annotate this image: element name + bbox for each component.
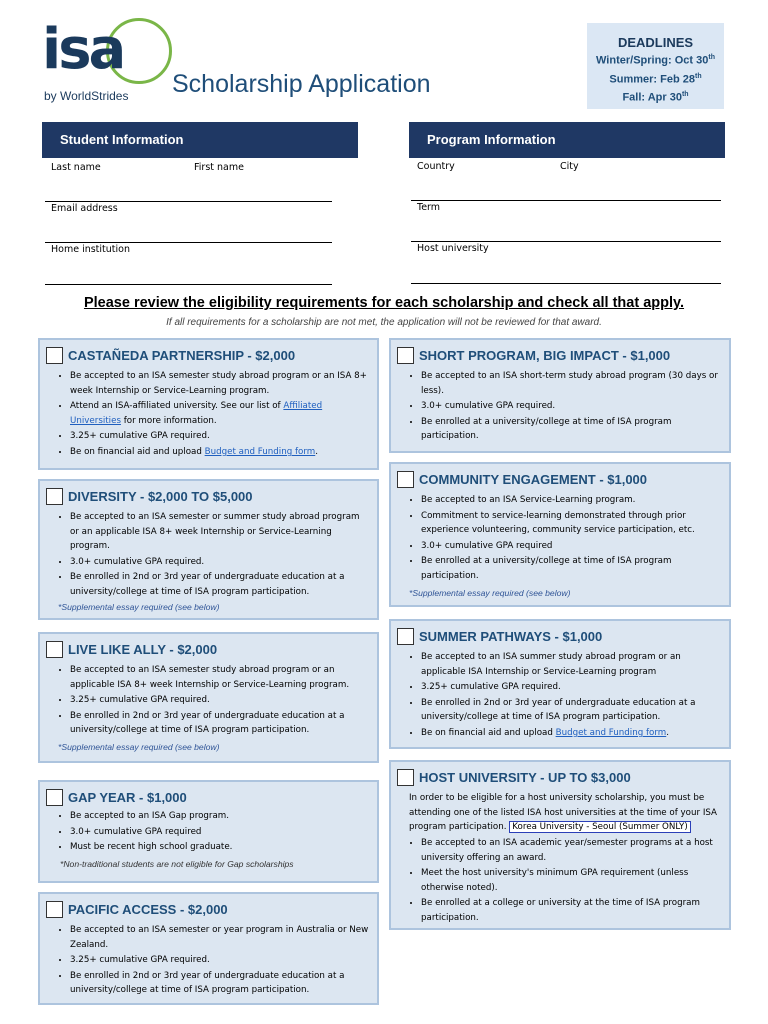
- country-label: Country: [417, 161, 455, 172]
- home-institution-label: Home institution: [51, 244, 130, 255]
- list-item: • Be on financial aid and upload Budget and Funding form.: [421, 726, 721, 741]
- eligibility-notice: Please review the eligibility requirements for each scholarship and check all that apply.: [83, 295, 685, 311]
- list-item: • 3.25+ cumulative GPA required.: [421, 680, 721, 695]
- list-item: • Must be recent high school graduate.: [70, 840, 369, 855]
- list-item: • Meet the host university's minimum GPA requirement (unless otherwise noted).: [421, 866, 721, 895]
- list-item: • Commitment to service-learning demonstrated through prior experience volunteering, community service participation, etc.: [421, 509, 721, 538]
- deadlines-heading: DEADLINES: [617, 35, 694, 50]
- student-info-heading: Student Information: [42, 122, 358, 158]
- list-item: • Be on financial aid and upload Budget and Funding form.: [70, 445, 369, 460]
- list-item: • Be enrolled at a university/college at time of ISA program participation.: [421, 415, 721, 444]
- list-item: • Be accepted to an ISA Service-Learning program.: [421, 493, 721, 508]
- scholarship-castaneda: [38, 338, 379, 470]
- community-checkbox[interactable]: [397, 471, 414, 488]
- summer-requirements: [405, 650, 721, 742]
- pacific-title: PACIFIC ACCESS - $2,000: [68, 902, 228, 917]
- list-item: • Be accepted to an ISA summer study abroad program or an applicable ISA Internship or Service-Learning program: [421, 650, 721, 679]
- list-item: • Be accepted to an ISA semester or year program in Australia or New Zealand.: [70, 923, 369, 952]
- email-field[interactable]: [45, 242, 332, 243]
- program-info-heading: Program Information: [409, 122, 725, 158]
- diversity-requirements: [54, 510, 369, 601]
- short-checkbox[interactable]: [397, 347, 414, 364]
- community-title: COMMUNITY ENGAGEMENT - $1,000: [419, 472, 648, 487]
- list-item: • Be accepted to an ISA short-term study abroad program (30 days or less).: [421, 369, 721, 398]
- host-intro: In order to be eligible for a host university scholarship, you must be attending one of the listed ISA host universities at the time of your ISA program participation. Korea University - Seoul (Summer ONLY): [409, 793, 718, 833]
- host-title: HOST UNIVERSITY - UP TO $3,000: [419, 770, 631, 785]
- list-item: • Be accepted to an ISA semester or summer study abroad program or an applicable ISA 8+ week Internship or Service-Learning program.: [70, 510, 369, 554]
- deadline-winter: Winter/Spring: Oct 30th: [596, 54, 715, 67]
- scholarship-pacific-access: [38, 892, 379, 1005]
- list-item: • 3.0+ cumulative GPA required.: [421, 399, 721, 414]
- term-label: Term: [417, 202, 441, 213]
- gap-requirements: [54, 809, 369, 856]
- diversity-checkbox[interactable]: [46, 488, 63, 505]
- list-item: • Be accepted to an ISA academic year/semester programs at a host university offering an award.: [421, 836, 721, 865]
- pacific-checkbox[interactable]: [46, 901, 63, 918]
- term-field[interactable]: [411, 241, 721, 242]
- community-note: *Supplemental essay required (see below): [409, 588, 571, 598]
- short-title: SHORT PROGRAM, BIG IMPACT - $1,000: [419, 348, 671, 363]
- list-item: • Be enrolled at a college or university at the time of ISA program participation.: [421, 896, 721, 925]
- gap-note: *Non-traditional students are not eligible for Gap scholarships: [60, 859, 294, 869]
- summer-checkbox[interactable]: [397, 628, 414, 645]
- first-name-label: First name: [194, 162, 244, 173]
- list-item: • Be enrolled in 2nd or 3rd year of undergraduate education at a university/college at time of ISA program participation.: [70, 570, 369, 599]
- scholarship-live-like-ally: [38, 632, 379, 763]
- list-item: • Be enrolled at a university/college at time of ISA program participation.: [421, 554, 721, 583]
- page-title: Scholarship Application: [172, 70, 431, 98]
- list-item: • Be accepted to an ISA semester study abroad program or an ISA 8+ week Internship or Service-Learning program.: [70, 369, 369, 398]
- ally-requirements: [54, 663, 369, 739]
- ally-checkbox[interactable]: [46, 641, 63, 658]
- gap-checkbox[interactable]: [46, 789, 63, 806]
- diversity-title: DIVERSITY - $2,000 TO $5,000: [68, 489, 253, 504]
- short-requirements: [405, 369, 721, 445]
- home-institution-field[interactable]: [45, 284, 332, 285]
- community-requirements: [405, 493, 721, 585]
- ally-title: LIVE LIKE ALLY - $2,000: [68, 642, 218, 657]
- list-item: • Be enrolled in 2nd or 3rd year of undergraduate education at a university/college at time of ISA program participation.: [421, 696, 721, 725]
- list-item: • 3.0+ cumulative GPA required: [70, 825, 369, 840]
- diversity-note: *Supplemental essay required (see below): [58, 602, 220, 612]
- scholarship-summer-pathways: [389, 619, 731, 749]
- list-item: • 3.25+ cumulative GPA required.: [70, 953, 369, 968]
- list-item: • Be enrolled in 2nd or 3rd year of undergraduate education at a university/college at time of ISA program participation.: [70, 709, 369, 738]
- scholarship-gap-year: [38, 780, 379, 883]
- budget-funding-link[interactable]: Budget and Funding form: [204, 446, 316, 457]
- logo: isa: [42, 17, 124, 82]
- city-label: City: [560, 161, 579, 172]
- list-item: • 3.25+ cumulative GPA required.: [70, 429, 369, 444]
- scholarship-community-engagement: [389, 462, 731, 607]
- host-university-field[interactable]: [411, 283, 721, 284]
- list-item: • Be accepted to an ISA Gap program.: [70, 809, 369, 824]
- budget-funding-link[interactable]: Budget and Funding form: [555, 727, 667, 738]
- summer-title: SUMMER PATHWAYS - $1,000: [419, 629, 603, 644]
- affiliated-universities-link[interactable]: Affiliated Universities: [70, 401, 323, 426]
- country-city-field[interactable]: [411, 200, 721, 201]
- gap-title: GAP YEAR - $1,000: [68, 790, 187, 805]
- castaneda-requirements: [54, 369, 369, 461]
- list-item: • 3.0+ cumulative GPA required.: [70, 555, 369, 570]
- email-label: Email address: [51, 203, 118, 214]
- ally-note: *Supplemental essay required (see below): [58, 742, 220, 752]
- list-item: • Attend an ISA-affiliated university. See our list of Affiliated Universities for more information.: [70, 399, 369, 428]
- host-university-select[interactable]: Korea University - Seoul (Summer ONLY): [509, 821, 690, 833]
- scholarship-host-university: [389, 760, 731, 930]
- list-item: • 3.25+ cumulative GPA required.: [70, 693, 369, 708]
- scholarship-diversity: [38, 479, 379, 620]
- eligibility-subnote: If all requirements for a scholarship are not met, the application will not be reviewed for that award.: [166, 317, 602, 328]
- pacific-requirements: [54, 923, 369, 999]
- name-field[interactable]: [45, 201, 332, 202]
- list-item: • Be accepted to an ISA semester study abroad program or an applicable ISA 8+ week Internship or Service-Learning program.: [70, 663, 369, 692]
- logo-tagline: by WorldStrides: [44, 89, 129, 103]
- list-item: • 3.0+ cumulative GPA required: [421, 539, 721, 554]
- castaneda-title: CASTAÑEDA PARTNERSHIP - $2,000: [68, 348, 296, 363]
- host-requirements: [405, 836, 721, 927]
- host-university-label: Host university: [417, 243, 489, 254]
- host-checkbox[interactable]: [397, 769, 414, 786]
- list-item: • Be enrolled in 2nd or 3rd year of undergraduate education at a university/college at time of ISA program participation.: [70, 969, 369, 998]
- deadline-fall: Fall: Apr 30th: [622, 91, 689, 104]
- deadline-summer: Summer: Feb 28th: [609, 72, 702, 86]
- deadlines-panel: [587, 23, 724, 109]
- castaneda-checkbox[interactable]: [46, 347, 63, 364]
- scholarship-short-program: [389, 338, 731, 453]
- last-name-label: Last name: [51, 162, 101, 173]
